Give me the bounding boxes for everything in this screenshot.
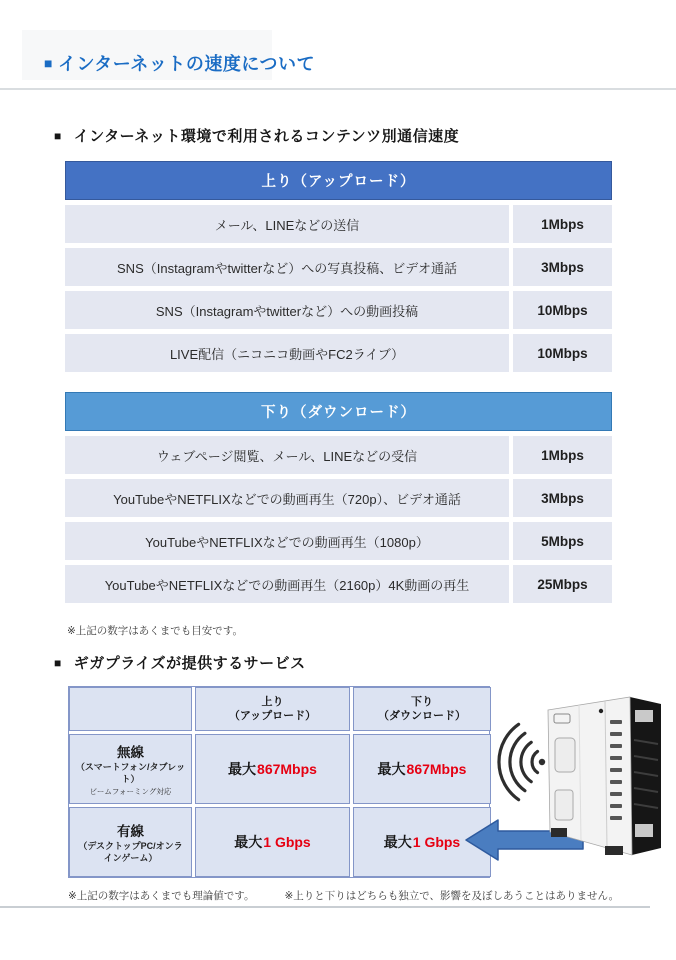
router-button-lower [555,790,573,820]
upload-column-header [195,687,350,731]
header-divider [0,88,676,90]
upload-header-bar: 上り（アップロード） [65,161,612,200]
wireless-row-header [69,734,192,804]
content-label: YouTubeやNETFLIXなどでの動画再生（2160p）4K動画の再生 [65,565,509,603]
wifi-waves-icon [499,724,538,799]
router-button-upper [555,738,575,772]
router-device-illustration [455,678,675,883]
square-bullet-icon: ■ [54,655,62,670]
footer-notes [68,888,619,903]
content-label: SNS（Instagramやtwitterなど）への写真投稿、ビデオ通話 [65,248,509,286]
table-row [65,436,612,474]
speed-value: 1Mbps [513,205,612,243]
service-table [68,686,490,878]
router-vent-grille [610,720,622,820]
table-row [65,565,612,603]
section1-title-text: インターネット環境で利用されるコンテンツ別通信速度 [73,128,460,145]
disclaimer-note: ※上記の数字はあくまでも目安です。 [67,625,243,637]
speed-value: 10Mbps [513,334,612,372]
content-label: YouTubeやNETFLIXなどでの動画再生（1080p） [65,522,509,560]
speed-value: 10Mbps [513,291,612,329]
download-column-header-line2: （ダウンロード） [378,710,466,722]
wired-detail: （デスクトップPC/オンラインゲーム） [78,841,183,863]
speed-value-red: 867Mbps [257,761,317,777]
wireless-upload-speed [195,734,350,804]
speed-value-red: 1 Gbps [412,834,461,850]
router-led [599,709,603,713]
corner-cell [69,687,192,731]
independence-note: ※上りと下りはどちらも独立で、影響を及ぼしあうことはありません。 [284,890,620,902]
download-column-header-line1: 下り [411,695,433,708]
content-label: メール、LINEなどの送信 [65,205,509,243]
max-prefix: 最大 [377,761,406,777]
table-row [65,248,612,286]
content-label: ウェブページ閲覧、メール、LINEなどの受信 [65,436,509,474]
section1-title [54,125,459,146]
speed-value-red: 1 Gbps [263,834,311,850]
wireless-detail: （スマートフォン/タブレット） [75,762,186,784]
download-header-bar: 下り（ダウンロード） [65,392,612,431]
router-port-bottom [635,824,653,837]
speed-value: 1Mbps [513,436,612,474]
section2-title-text: ギガプライズが提供するサービス [73,655,306,672]
speed-value: 3Mbps [513,248,612,286]
table-row [65,334,612,372]
router-port-top [635,710,653,722]
speed-value: 3Mbps [513,479,612,517]
router-foot-left [551,828,567,837]
table-row [65,291,612,329]
max-prefix: 最大 [228,761,257,777]
table-row [65,479,612,517]
speed-value: 25Mbps [513,565,612,603]
upload-column-header-line2: （アップロード） [228,710,317,722]
square-bullet-icon: ■ [44,55,53,71]
content-speed-table [65,161,612,603]
table-row [65,522,612,560]
wireless-subdetail: ビームフォーミング対応 [89,786,172,796]
page-title [44,50,315,76]
wired-label: 有線 [117,824,144,840]
wifi-dot [539,759,545,765]
section2-title [54,652,306,673]
max-prefix: 最大 [234,834,263,850]
router-foot-right [605,846,623,855]
theoretical-value-note: ※上記の数字はあくまでも理論値です。 [68,890,255,902]
table-row [65,205,612,243]
square-bullet-icon: ■ [54,128,62,143]
wireless-label: 無線 [117,745,144,761]
content-label: SNS（Instagramやtwitterなど）への動画投稿 [65,291,509,329]
wired-upload-speed [195,807,350,877]
wired-row-header [69,807,192,877]
page-title-text: インターネットの速度について [57,54,315,74]
content-label: YouTubeやNETFLIXなどでの動画再生（720p）、ビデオ通話 [65,479,509,517]
footer-divider [0,906,650,908]
speed-value: 5Mbps [513,522,612,560]
content-label: LIVE配信（ニコニコ動画やFC2ライブ） [65,334,509,372]
max-prefix: 最大 [383,834,412,850]
speed-value-red: 867Mbps [406,761,467,777]
upload-column-header-line1: 上り [261,695,284,708]
